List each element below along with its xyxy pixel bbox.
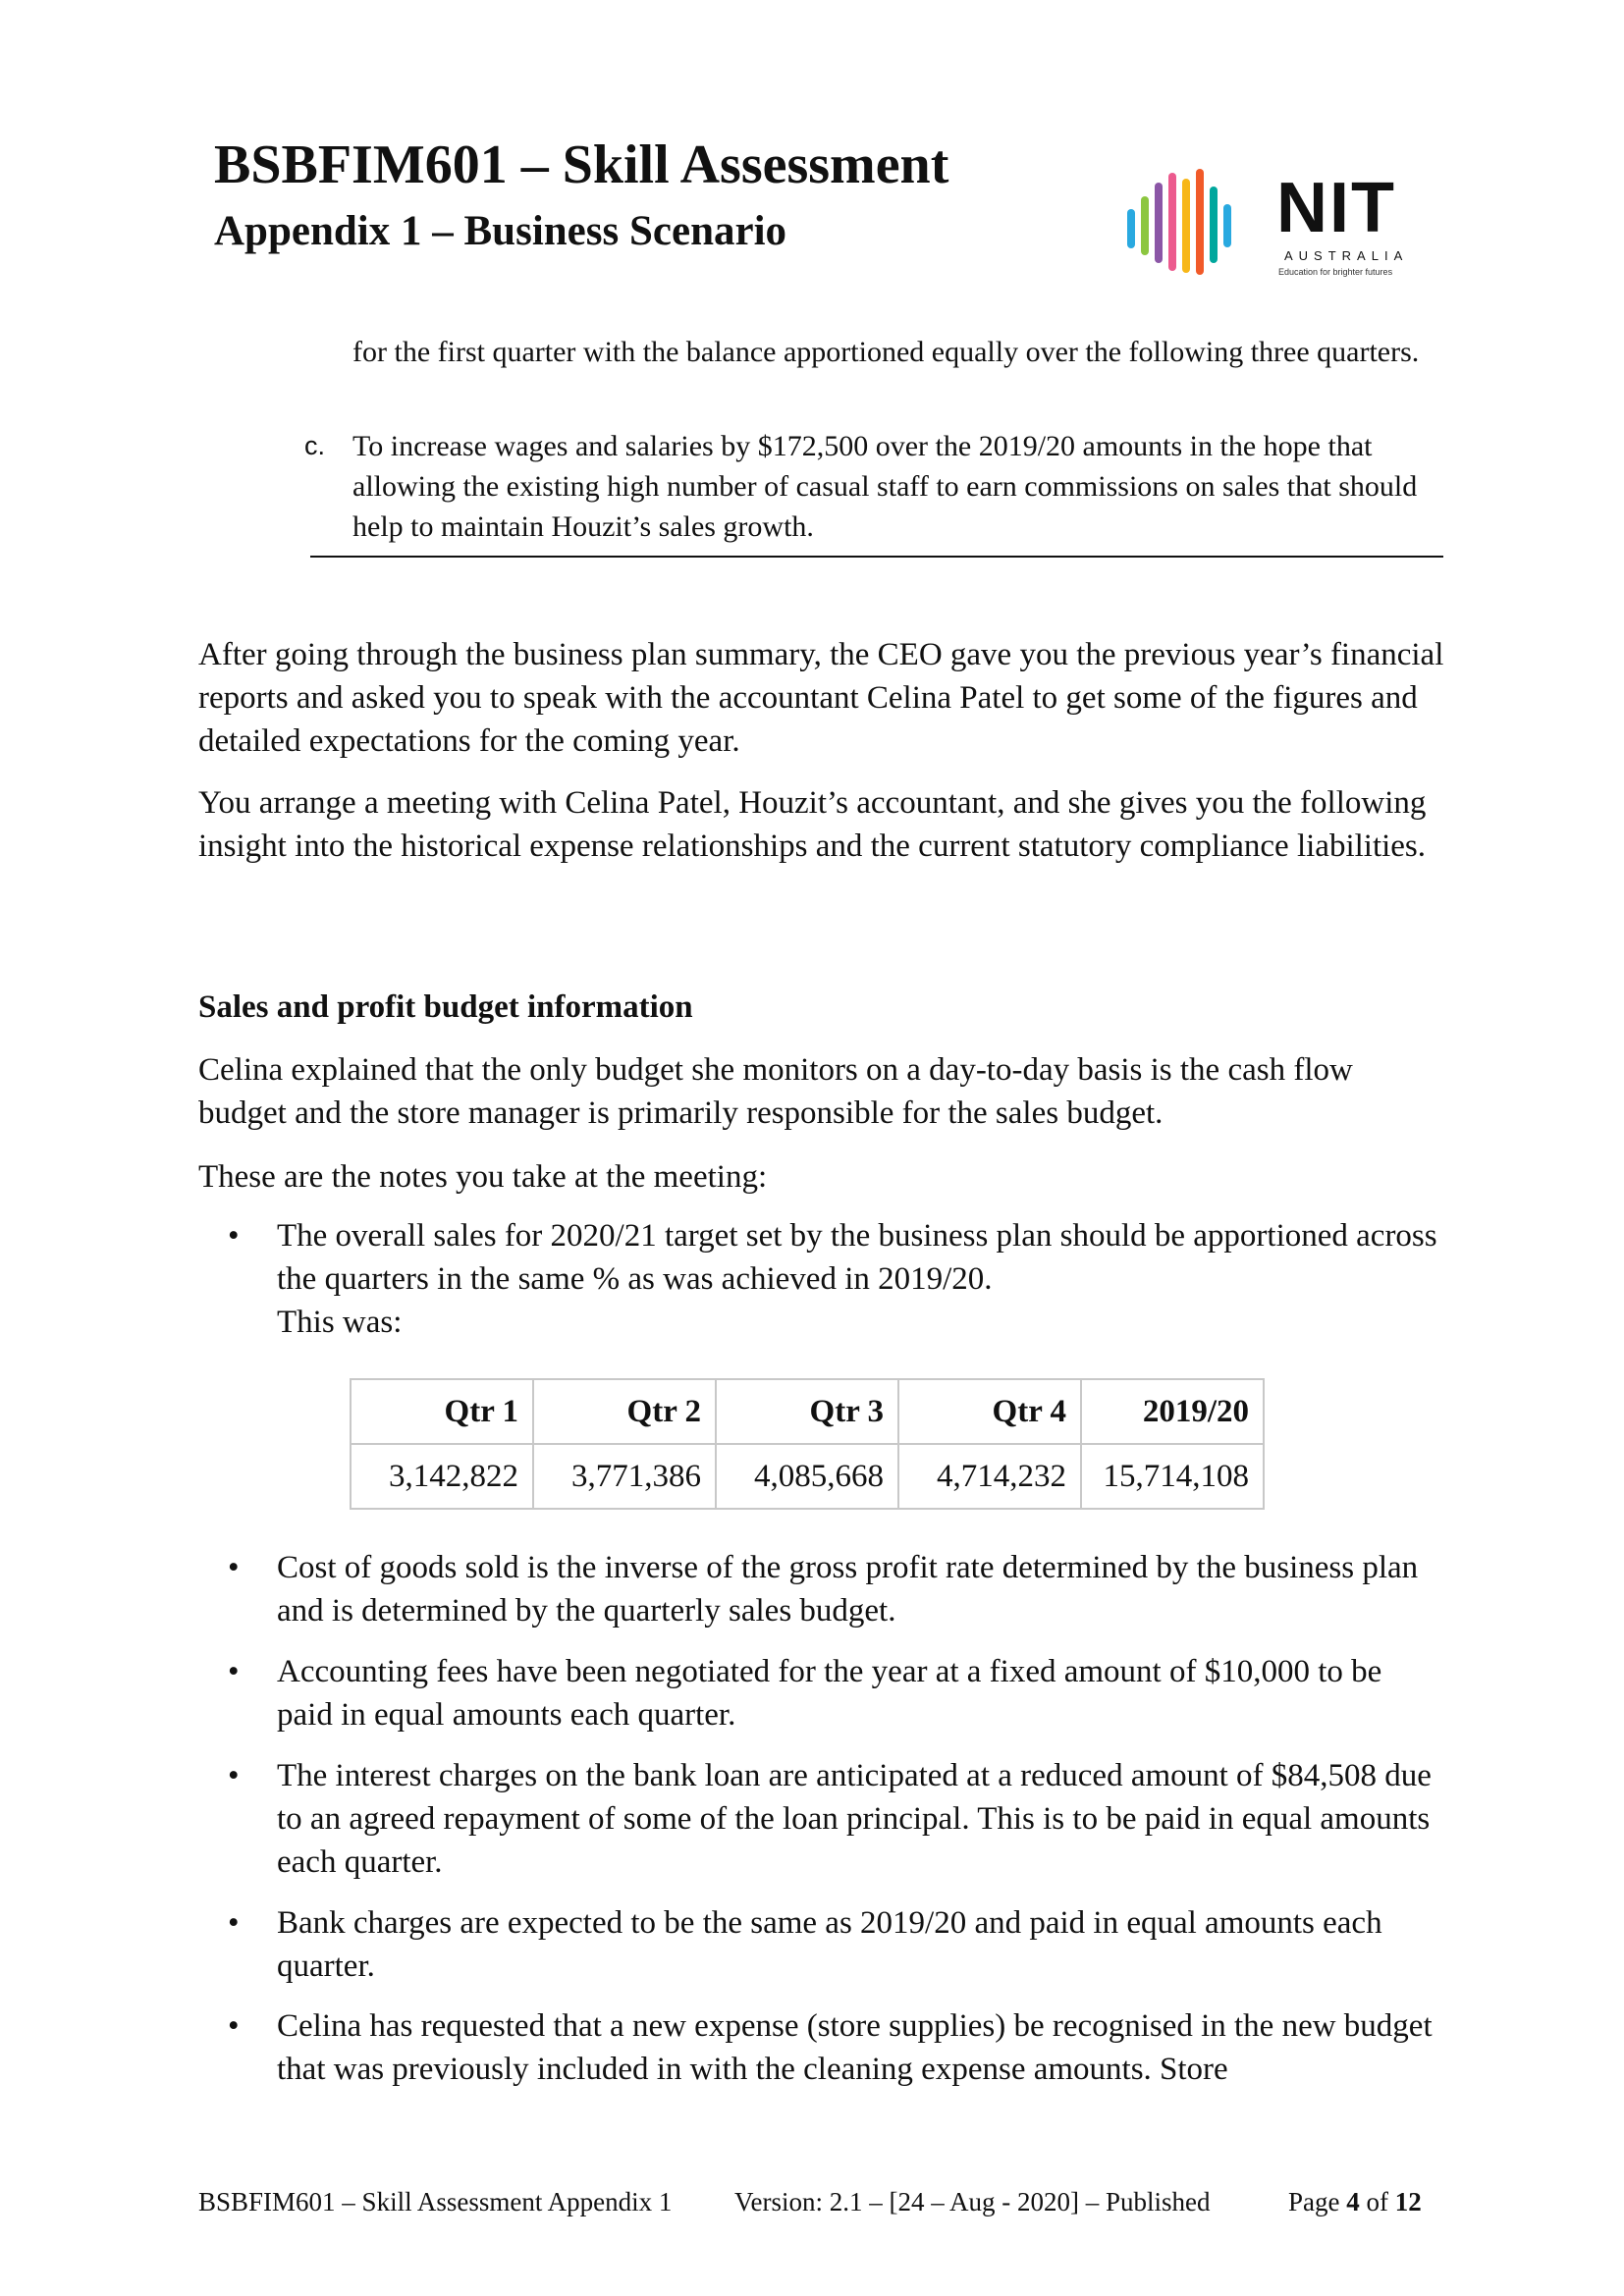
bullet-marker: • (228, 1550, 240, 1585)
table-cell: 3,771,386 (533, 1444, 716, 1509)
table-cell: 4,714,232 (898, 1444, 1081, 1509)
table-row (351, 1444, 1264, 1509)
document-subtitle: Appendix 1 – Business Scenario (214, 208, 787, 254)
logo-tagline: Education for brighter futures (1278, 267, 1393, 277)
table-header-row (351, 1379, 1264, 1444)
table-header: Qtr 1 (351, 1379, 533, 1444)
bullet-marker: • (228, 1758, 240, 1793)
list-item (228, 1754, 1445, 1884)
list-item (228, 1214, 1445, 1344)
bullet-text: Accounting fees have been negotiated for the year at a fixed amount of $10,000 to be paid in equal amounts each quarter. (277, 1654, 1382, 1733)
list-item-text: To increase wages and salaries by $172,500 over the 2019/20 amounts in the hope that allowing the existing high number of casual staff to earn commissions on sales that should help to maintain Houzit’s sales growth. (352, 430, 1418, 543)
list-marker: c. (304, 431, 326, 460)
table-cell: 4,085,668 (716, 1444, 898, 1509)
list-item (228, 1650, 1445, 1736)
section-heading: Sales and profit budget information (198, 989, 693, 1025)
bullet-marker: • (228, 1654, 240, 1689)
logo-bars-icon (1119, 165, 1257, 283)
document-title: BSBFIM601 – Skill Assessment (214, 134, 949, 195)
continued-text: for the first quarter with the balance apportioned equally over the following three quarters. (352, 336, 1420, 368)
table-cell: 3,142,822 (351, 1444, 533, 1509)
footer-page-number (1288, 2187, 1422, 2217)
bullet-text: The overall sales for 2020/21 target set by the business plan should be apportioned across the quarters in the same % as was achieved in 2019/20. (277, 1218, 1437, 1297)
footer-doc-name: BSBFIM601 – Skill Assessment Appendix 1 (198, 2187, 673, 2216)
paragraph-meeting: You arrange a meeting with Celina Patel, Houzit’s accountant, and she gives you the following insight into the historical expense relationships and the current statutory compliance liabilities. (198, 785, 1427, 864)
divider-line (310, 556, 1443, 558)
logo-wordmark: NIT (1276, 169, 1396, 247)
list-item (228, 2004, 1445, 2091)
list-item (228, 1901, 1445, 1988)
paragraph-ceo: After going through the business plan summary, the CEO gave you the previous year’s financial reports and asked you to speak with the accountant Celina Patel to get some of the figures and detailed expectations for the coming year. (198, 637, 1444, 759)
sales-table (350, 1378, 1265, 1510)
bullet-marker: • (228, 1905, 240, 1941)
bullet-text: Celina has requested that a new expense (store supplies) be recognised in the new budget that was previously included in with the cleaning expense amounts. Store (277, 2008, 1433, 2087)
bullet-marker: • (228, 2008, 240, 2044)
bullet-text: Cost of goods sold is the inverse of the gross profit rate determined by the business plan and is determined by the quarterly sales budget. (277, 1550, 1419, 1629)
footer-of: of (1366, 2187, 1388, 2216)
footer-total-pages: 12 (1394, 2187, 1422, 2216)
table-header: 2019/20 (1081, 1379, 1264, 1444)
footer-version: Version: 2.1 – [24 – Aug - 2020] – Published (734, 2187, 1211, 2216)
logo-country: AUSTRALIA (1284, 248, 1409, 263)
bullet-text: Bank charges are expected to be the same as 2019/20 and paid in equal amounts each quarter. (277, 1905, 1382, 1984)
footer-current-page: 4 (1346, 2187, 1360, 2216)
section-intro: Celina explained that the only budget she monitors on a day-to-day basis is the cash flow budget and the store manager is primarily responsible for the sales budget. (198, 1052, 1353, 1131)
footer-page-label: Page (1288, 2187, 1340, 2216)
bullet-text: The interest charges on the bank loan are anticipated at a reduced amount of $84,508 due to an agreed repayment of some of the loan principal. This is to be paid in equal amounts each quarter. (277, 1758, 1432, 1880)
list-item (228, 1546, 1445, 1632)
table-header: Qtr 4 (898, 1379, 1081, 1444)
notes-intro: These are the notes you take at the meeting: (198, 1159, 768, 1195)
table-header: Qtr 3 (716, 1379, 898, 1444)
table-cell: 15,714,108 (1081, 1444, 1264, 1509)
table-header: Qtr 2 (533, 1379, 716, 1444)
nit-logo (1119, 165, 1434, 283)
bullet-marker: • (228, 1218, 240, 1254)
bullet-text-followup: This was: (277, 1305, 403, 1340)
